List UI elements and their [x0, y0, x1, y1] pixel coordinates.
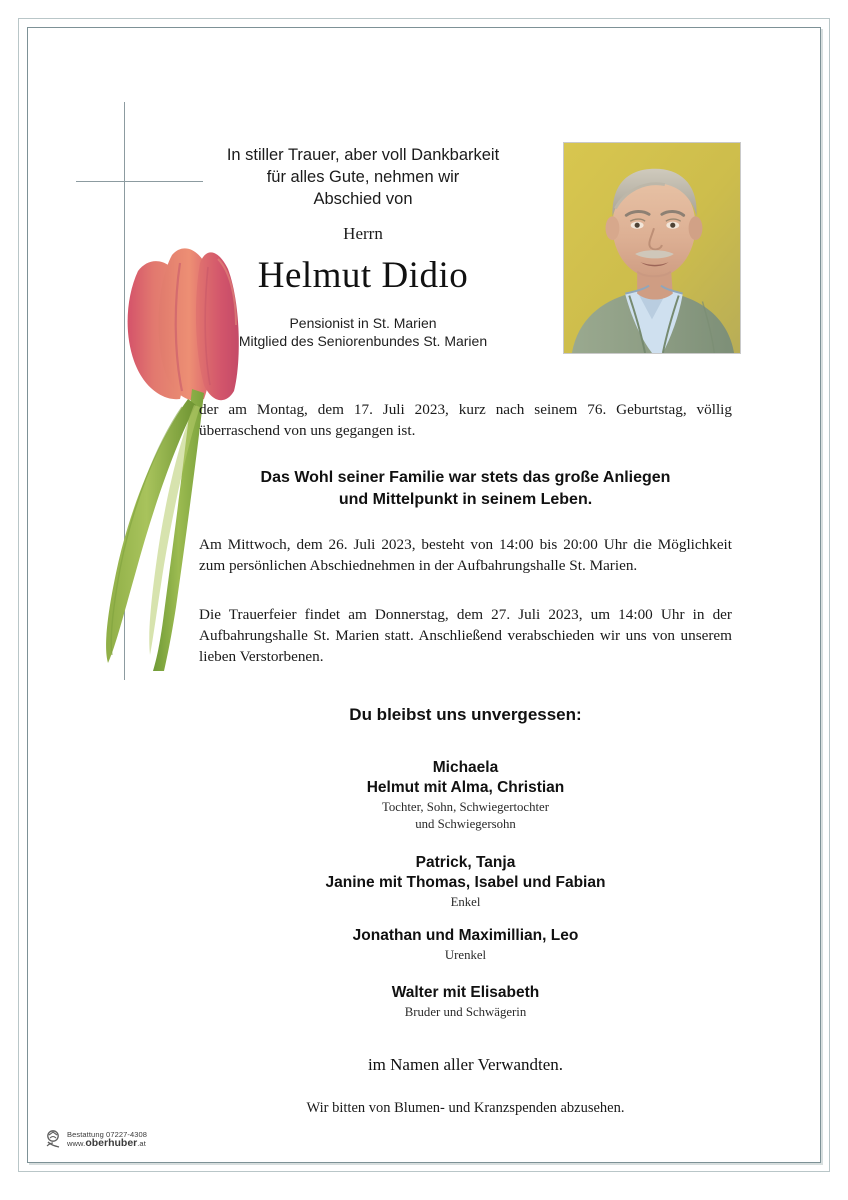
- motto-line-2: und Mittelpunkt in seinem Leben.: [338, 491, 593, 508]
- logo-company-line: Bestattung 07227-4308: [67, 1130, 148, 1139]
- funeral-home-logo: [44, 1129, 147, 1149]
- intro-line-1: In stiller Trauer, aber voll Dankbarkeit: [226, 146, 500, 164]
- flower-request: Wir bitten von Blumen- und Kranzspenden abzusehen.: [306, 1100, 625, 1116]
- family-group-sibling: [159, 983, 772, 1020]
- paragraph-viewing: Am Mittwoch, dem 26. Juli 2023, besteht von 14:00 bis 20:00 Uhr die Möglichkeit zum persönlichen Abschiednehmen in der Aufbahrungshalle St. Marien.: [199, 536, 732, 574]
- remembrance-heading: Du bleibst uns unvergessen:: [349, 705, 582, 724]
- website-suffix: .at: [137, 1139, 146, 1148]
- role-line-2: Mitglied des Seniorenbundes St. Marien: [238, 333, 488, 349]
- family-group-great-grandchildren: [159, 926, 772, 963]
- intro-line-2: für alles Gute, nehmen wir: [266, 168, 460, 186]
- memorial-motto: [199, 467, 732, 511]
- closing-statement: im Namen aller Verwandten.: [367, 1055, 564, 1074]
- family-name-line: Michaela: [432, 759, 499, 776]
- deceased-name: Helmut Didio: [257, 255, 469, 296]
- wreath-emblem-icon: [44, 1129, 64, 1149]
- page-content: [28, 28, 820, 1162]
- family-name-line: Helmut mit Alma, Christian: [366, 779, 565, 796]
- family-name-line: Patrick, Tanja: [415, 854, 516, 871]
- paragraph-ceremony: Die Trauerfeier findet am Donnerstag, dem 27. Juli 2023, um 14:00 Uhr in der Aufbahrungshalle St. Marien statt. Anschließend verabschieden wir uns von unserem lieben Verstorbenen.: [199, 606, 732, 665]
- portrait-photo: [563, 142, 741, 354]
- motto-line-1: Das Wohl seiner Familie war stets das große Anliegen: [260, 469, 671, 486]
- paragraph-death-notice: der am Montag, dem 17. Juli 2023, kurz nach seinem 76. Geburtstag, völlig überraschend von uns gegangen ist.: [199, 401, 732, 439]
- intro-line-3: Abschied von: [313, 190, 413, 208]
- role-line-1: Pensionist in St. Marien: [289, 315, 437, 331]
- family-group-children: [159, 758, 772, 832]
- logo-text: [67, 1130, 147, 1148]
- family-group-grandchildren: [159, 853, 772, 910]
- intro-text: [148, 144, 578, 210]
- family-name-line: Janine mit Thomas, Isabel und Fabian: [325, 874, 606, 891]
- family-relation-line: und Schwiegersohn: [415, 817, 516, 831]
- website-name: oberhuber: [85, 1137, 138, 1149]
- website-prefix: www.: [67, 1139, 86, 1148]
- family-relation-line: Bruder und Schwägerin: [404, 1005, 527, 1019]
- family-relation-line: Enkel: [450, 895, 481, 909]
- family-relation-line: Urenkel: [444, 948, 487, 962]
- salutation: Herrn: [343, 224, 383, 243]
- family-name-line: Walter mit Elisabeth: [391, 984, 540, 1001]
- deceased-roles: [138, 314, 588, 350]
- family-relation-line: Tochter, Sohn, Schwiegertochter: [381, 800, 550, 814]
- logo-website-line: [67, 1139, 147, 1148]
- family-name-line: Jonathan und Maximillian, Leo: [352, 927, 579, 944]
